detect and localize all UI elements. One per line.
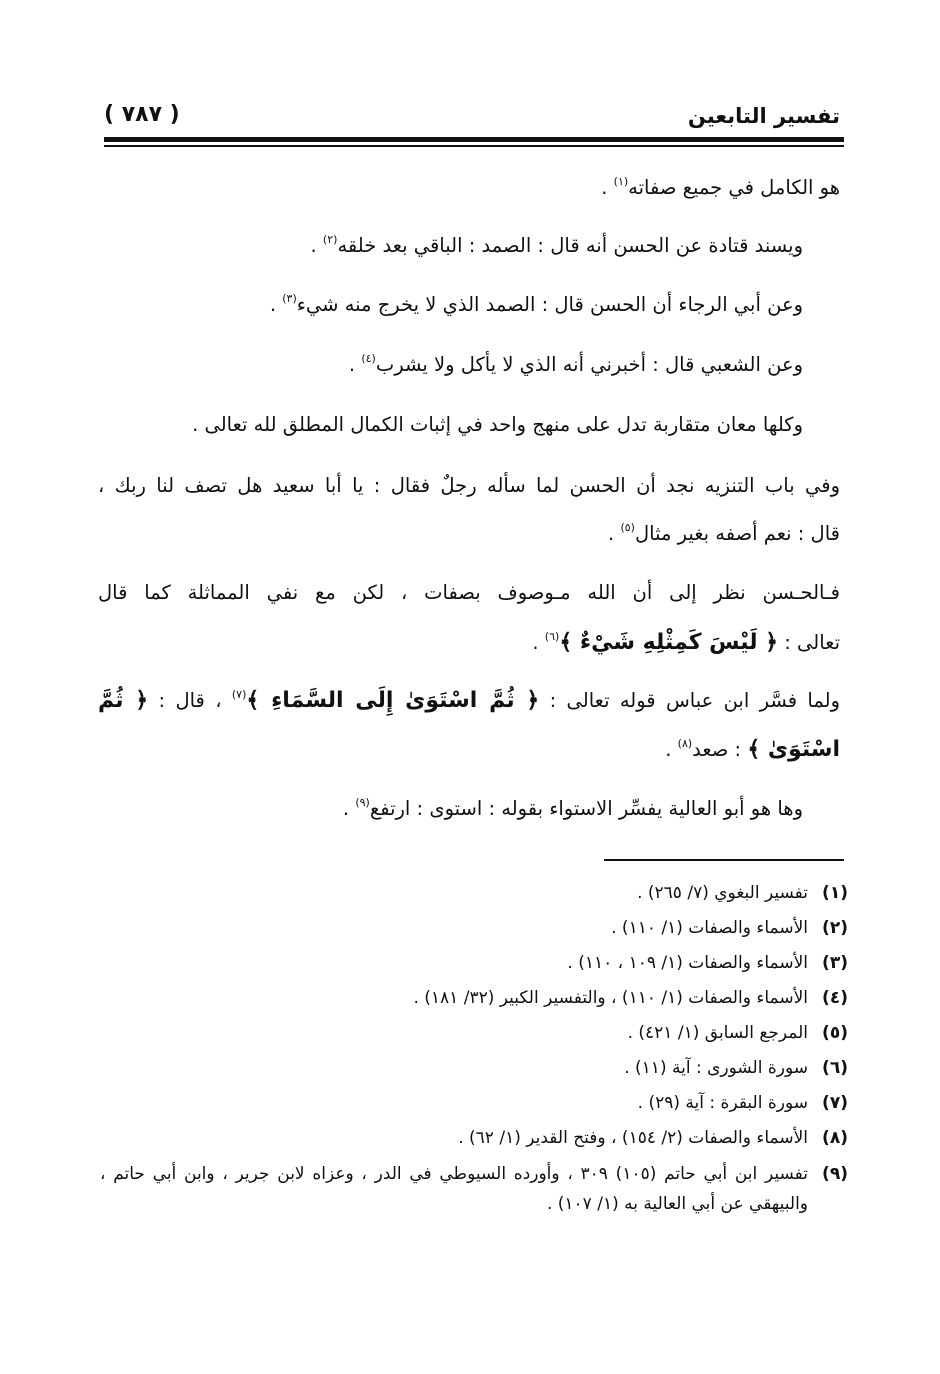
footnote-ref: (٨): [677, 737, 693, 750]
footnote-number: (٩): [822, 1164, 848, 1184]
quran-verse: ﴿ ثُمَّ اسْتَوَىٰ إِلَى السَّمَاءِ ﴾: [246, 688, 540, 713]
footnote-ref: (١): [613, 175, 629, 188]
footnote-text: الأسماء والصفات (٢/ ١٥٤) ، وفتح القدير (١/ ٦٢) .: [458, 1128, 808, 1148]
footnote-text: سورة البقرة : آية (٢٩) .: [637, 1093, 808, 1113]
paragraph: قال : نعم أصفه بغير مثال$^{(٥)}$ .: [608, 521, 840, 545]
paragraph: هو الكامل في جميع صفاته$^{(١)}$ .: [601, 175, 840, 199]
footnote-text: سورة الشورى : آية (١١) .: [624, 1058, 808, 1078]
footnote-number: (٧): [822, 1093, 848, 1113]
paragraph: ويسند قتادة عن الحسن أنه قال : الصمد : الباقي بعد خلقه$^{(٢)}$ .: [310, 233, 803, 257]
page-header: [104, 100, 840, 130]
footnote: [100, 946, 848, 981]
footnote: [100, 1051, 848, 1086]
quran-verse: ﴿ ثُمَّ: [98, 688, 149, 713]
footnote-number: (٤): [822, 988, 848, 1008]
paragraph: وكلها معان متقاربة تدل على منهج واحد في إثبات الكمال المطلق لله تعالى .: [192, 413, 803, 436]
footnote-text: الأسماء والصفات (١/ ١١٠) ، والتفسير الكبير (٣٢/ ١٨١) .: [413, 988, 808, 1008]
footnote: [100, 981, 848, 1016]
footnote-ref: (٤): [361, 352, 376, 365]
footnote-text: الأسماء والصفات (١/ ١٠٩ ، ١١٠) .: [567, 953, 808, 973]
footnote-ref: (٣): [282, 292, 297, 305]
footnote: [100, 1156, 848, 1219]
paragraph: فـالحـسن نظر إلى أن الله مـوصوف بصفات ، لكن مع نفي المماثلة كما قال: [98, 581, 840, 604]
footnote-ref: (٧): [231, 688, 247, 701]
paragraph: وعن أبي الرجاء أن الحسن قال : الصمد الذي لا يخرج منه شيء$^{(٣)}$ .: [269, 292, 803, 316]
footnote-number: (٥): [822, 1023, 848, 1043]
footnote-ref: (٩): [355, 796, 370, 809]
footnote-number: (٨): [822, 1128, 848, 1148]
paragraph: تعالى : ﴿ لَيْسَ كَمِثْلِهِ شَيْءٌ ﴾$^{(٦)}$ .: [532, 630, 840, 655]
page-number: ( ٧٨٧ ): [104, 102, 180, 127]
paragraph: اسْتَوَىٰ ﴾ : صعد$^{(٨)}$ .: [665, 737, 840, 762]
footnote-text: تفسير ابن أبي حاتم (١٠٥) ٣٠٩ ، وأورده السيوطي في الدر ، وعزاه لابن جرير ، وابن أبي حاتم ، والبيهقي عن أبي العالية به (١/ ١٠٧) .: [100, 1164, 808, 1214]
footnote: [100, 1121, 848, 1156]
footnote: [100, 1016, 848, 1051]
footnote-text: المرجع السابق (١/ ٤٢١) .: [627, 1023, 808, 1043]
paragraph: وعن الشعبي قال : أخبرني أنه الذي لا يأكل ولا يشرب$^{(٤)}$ .: [348, 352, 803, 376]
header-rule-thin: [104, 145, 844, 147]
footnote-number: (٦): [822, 1058, 848, 1078]
footnote: [100, 1086, 848, 1121]
quran-verse: ﴿ لَيْسَ كَمِثْلِهِ شَيْءٌ ﴾: [559, 630, 779, 655]
footnote-number: (٢): [822, 918, 848, 938]
footnote-number: (١): [822, 883, 848, 903]
paragraph: ولما فسَّر ابن عباس قوله تعالى : ﴿ ثُمَّ اسْتَوَىٰ إِلَى السَّمَاءِ ﴾$^{(٧)}$ ، قال : ﴿ ثُمَّ: [98, 688, 840, 713]
header-rule-thick: [104, 137, 844, 142]
footnote: [100, 876, 848, 911]
quran-verse: اسْتَوَىٰ ﴾: [747, 737, 840, 762]
footnote-ref: (٦): [544, 630, 560, 643]
footnote: [100, 911, 848, 946]
footnote-ref: (٢): [322, 233, 338, 246]
paragraph: وفي باب التنزيه نجد أن الحسن لما سأله رجلٌ فقال : يا أبا سعيد هل تصف لنا ربك ،: [98, 474, 840, 497]
footnotes: [100, 876, 848, 1219]
footnote-number: (٣): [822, 953, 848, 973]
paragraph: وها هو أبو العالية يفسِّر الاستواء بقوله : استوى : ارتفع$^{(٩)}$ .: [342, 796, 803, 820]
book-title: تفسير التابعين: [687, 104, 840, 128]
footnote-text: تفسير البغوي (٧/ ٢٦٥) .: [637, 883, 808, 903]
footnote-separator: [604, 859, 844, 861]
footnote-ref: (٥): [620, 521, 635, 534]
footnote-text: الأسماء والصفات (١/ ١١٠) .: [611, 918, 808, 938]
